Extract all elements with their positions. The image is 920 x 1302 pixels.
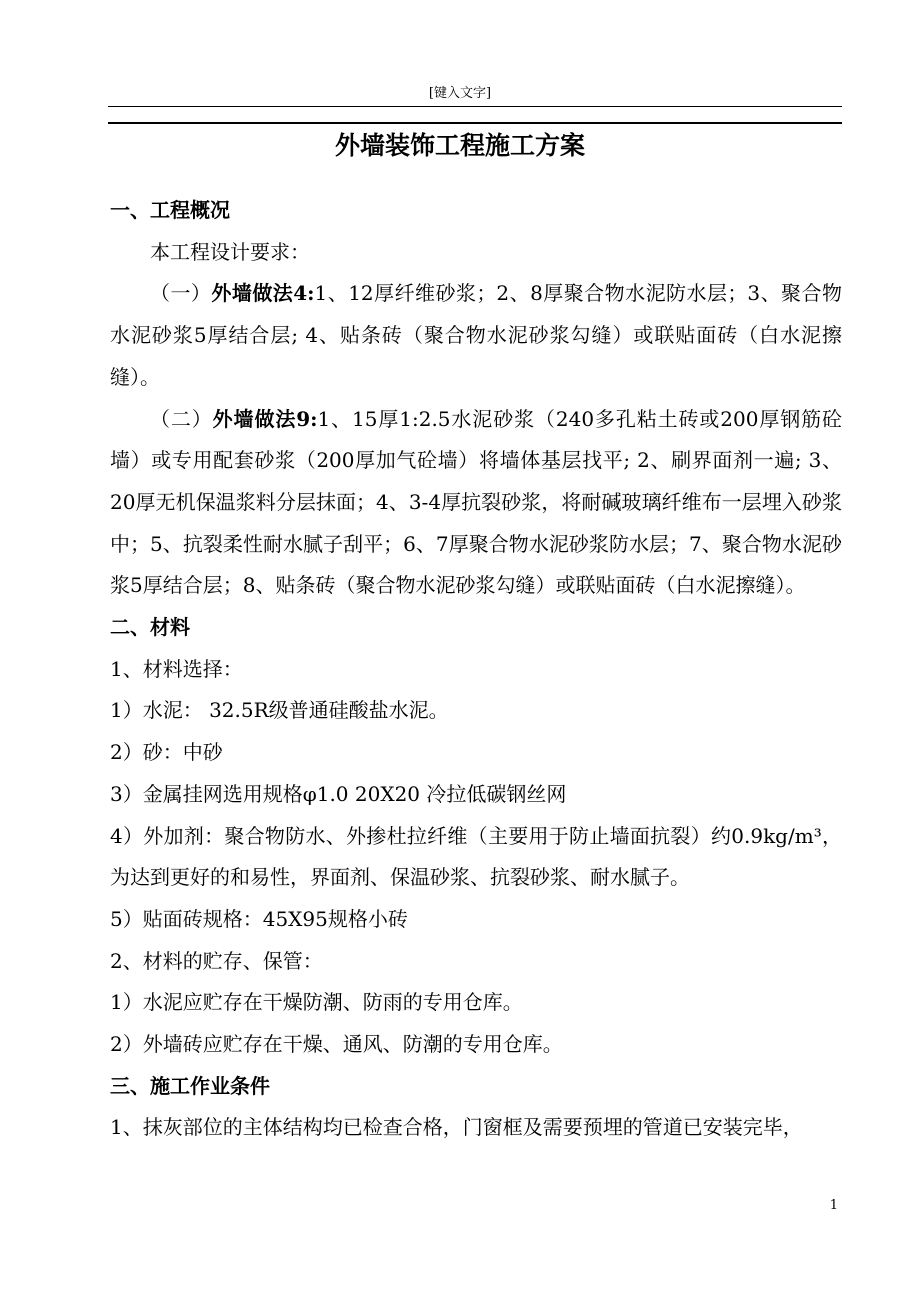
- materials-line: 1）水泥： 32.5R级普通硅酸盐水泥。: [110, 698, 449, 723]
- wall-method-4-label: 外墙做法4:: [211, 281, 315, 306]
- section-heading-materials: 二、材料: [110, 615, 190, 640]
- section-heading-conditions: 三、施工作业条件: [110, 1073, 270, 1098]
- materials-line: 1、材料选择：: [110, 656, 243, 681]
- conditions-line: 1、抹灰部位的主体结构均已检查合格，门窗框及需要预埋的管道已安装完毕，: [110, 1115, 803, 1140]
- materials-line: 3）金属挂网选用规格φ1.0 20X20 冷拉低碳钢丝网: [110, 781, 567, 806]
- document-body: [110, 190, 842, 1149]
- materials-line: 2）砂：中砂: [110, 740, 223, 765]
- materials-line: 2）外墙砖应贮存在干燥、通风、防潮的专用仓库。: [110, 1032, 563, 1057]
- wall-method-9-text: 1、15厚1:2.5水泥砂浆（240多孔粘土砖或200厚钢筋砼墙）或专用配套砂浆（200厚加气砼墙）将墙体基层找平; 2、刷界面剂一遍; 3、20厚无机保温浆料分层抹面；4、3-4厚抗裂砂浆，将耐碱玻璃纤维布一层埋入砂浆中；5、抗裂柔性耐水腻子刮平；6、7厚聚合物水泥砂浆防水层；7、聚合物水泥砂浆5厚结合层；8、贴条砖（聚合物水泥砂浆勾缝）或联贴面砖（白水泥擦缝）。: [110, 406, 842, 598]
- page-header: [键入文字]: [428, 86, 492, 101]
- wall-method-4-text: 1、12厚纤维砂浆；2、8厚聚合物水泥防水层；3、聚合物水泥砂浆5厚结合层; 4、贴条砖（聚合物水泥砂浆勾缝）或联贴面砖（白水泥擦缝）。: [110, 281, 842, 389]
- overview-intro: 本工程设计要求：: [150, 239, 310, 264]
- materials-line: 2、材料的贮存、保管：: [110, 948, 323, 973]
- materials-line: 4）外加剂：聚合物防水、外掺杜拉纤维（主要用于防止墙面抗裂）约0.9kg/m³，为达到更好的和易性，界面剂、保温砂浆、抗裂砂浆、耐水腻子。: [110, 823, 842, 890]
- header-rule: [108, 106, 842, 107]
- materials-line: 1）水泥应贮存在干燥防潮、防雨的专用仓库。: [110, 990, 523, 1015]
- wall-method-4: [110, 273, 842, 398]
- page-number: 1: [829, 1198, 838, 1213]
- wall-method-9-label: 外墙做法9:: [212, 406, 318, 431]
- title-rule: [108, 122, 842, 124]
- materials-line: 5）贴面砖规格：45X95规格小砖: [110, 906, 408, 931]
- wall-method-9-prefix: （二）: [150, 406, 213, 431]
- document-title: 外墙装饰工程施工方案: [334, 131, 585, 160]
- wall-method-4-prefix: （一）: [150, 281, 212, 306]
- section-heading-overview: 一、工程概况: [110, 198, 230, 222]
- wall-method-9: [110, 399, 842, 608]
